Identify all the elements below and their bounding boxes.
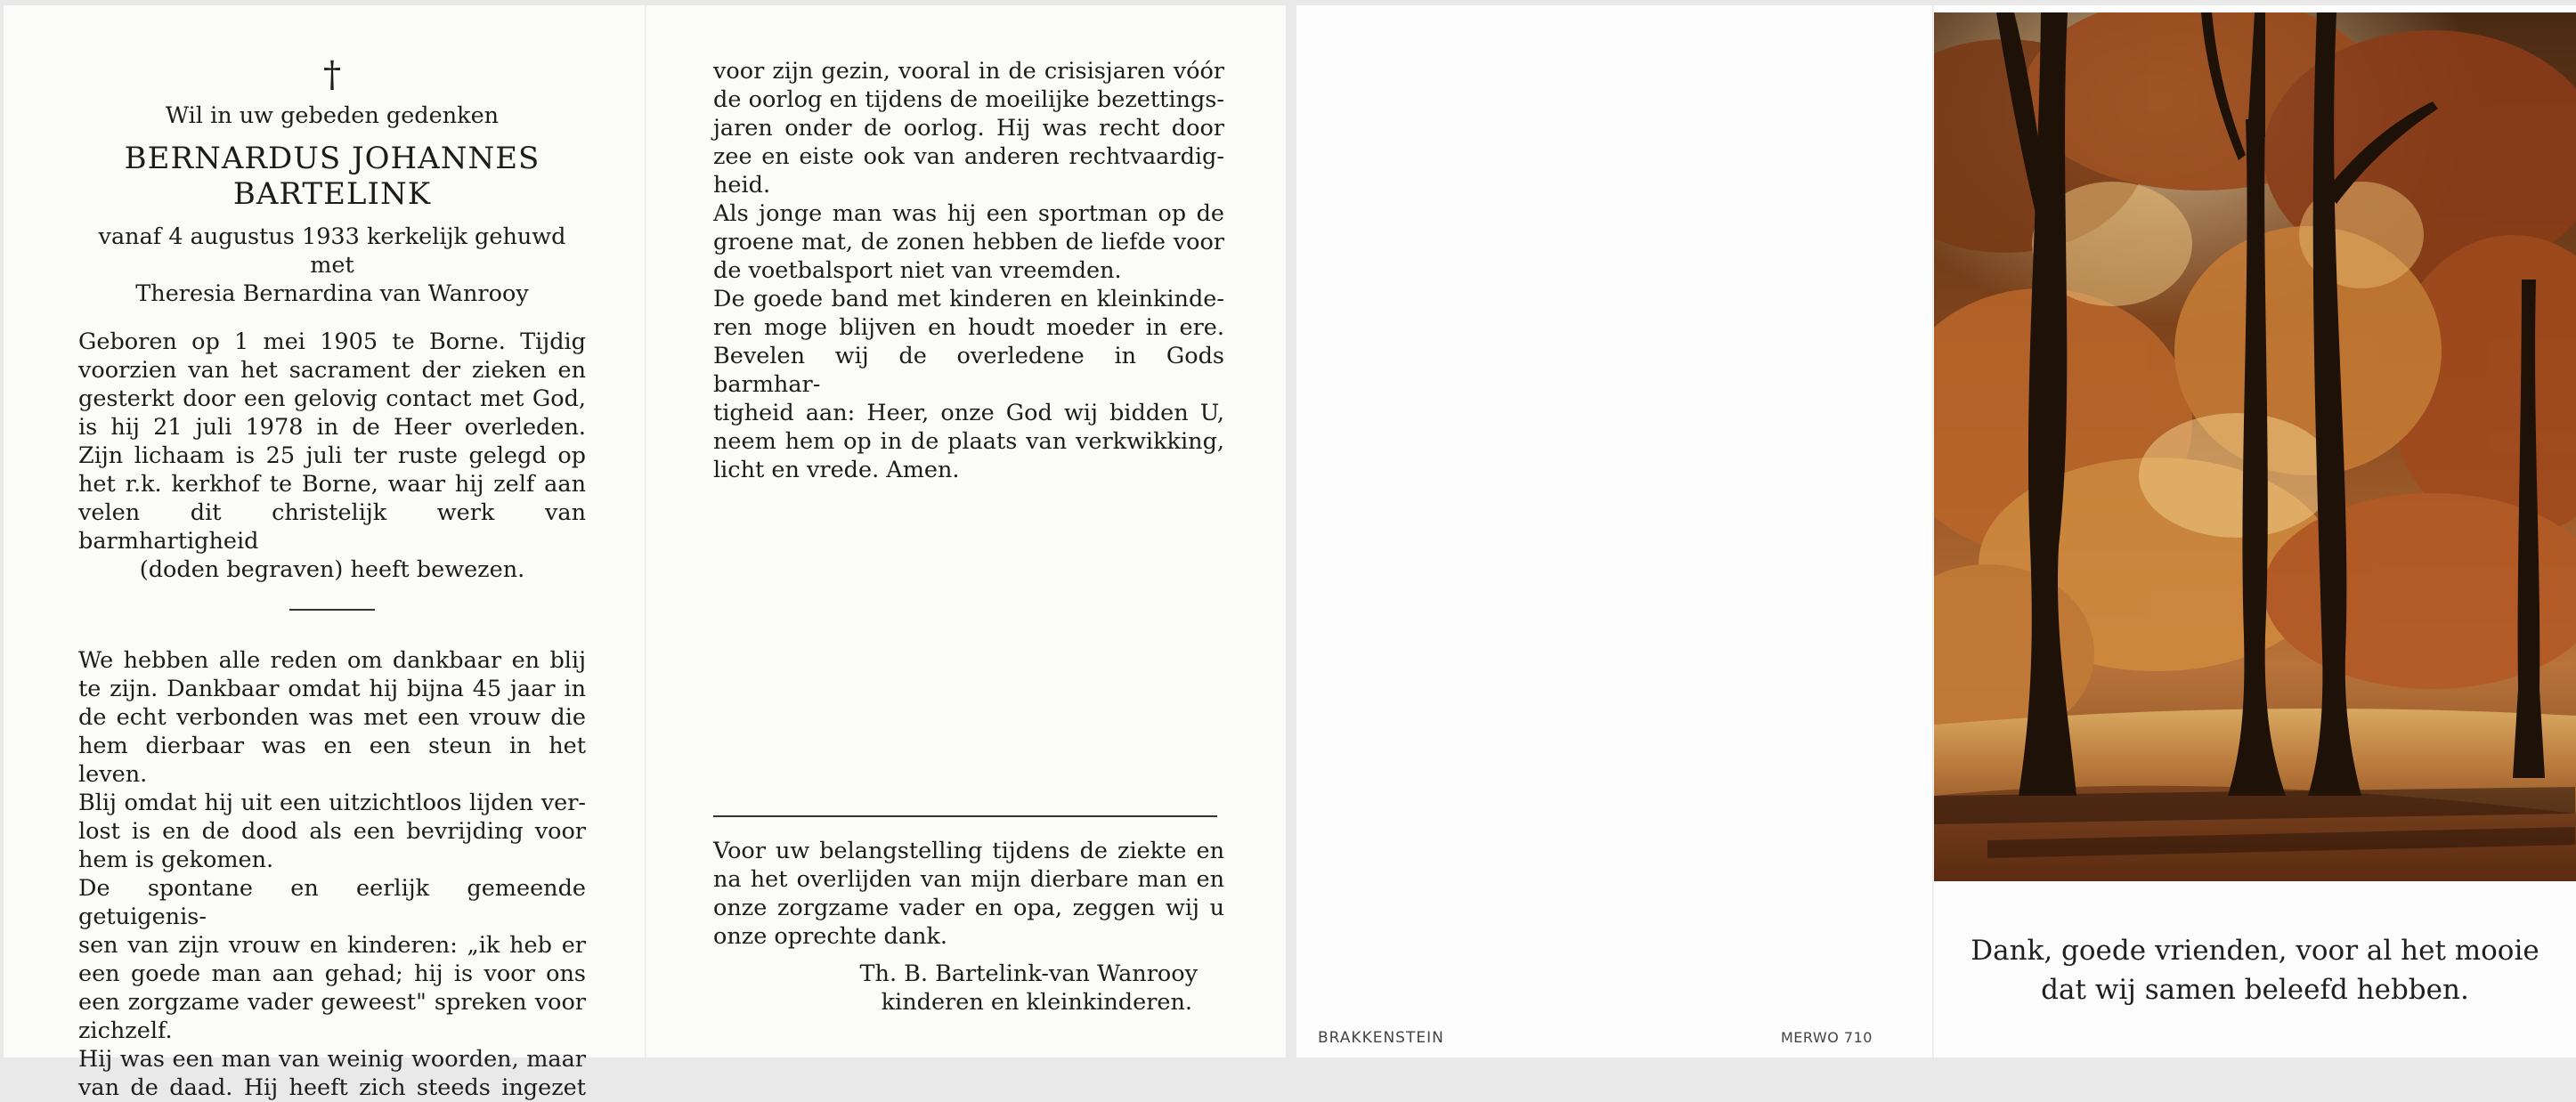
deceased-name-line2: BARTELINK xyxy=(232,176,432,212)
text-line: groene mat, de zonen hebben de liefde voor xyxy=(713,229,1224,255)
continuation-paragraph-1 xyxy=(713,57,1224,199)
text-line: licht en vrede. Amen. xyxy=(713,457,960,483)
text-line: Als jonge man was hij een sportman op de xyxy=(713,200,1224,227)
text-line: zee en eiste ook van anderen rechtvaardig- xyxy=(713,143,1224,170)
text-line: De goede band met kinderen en kleinkinde- xyxy=(713,286,1224,312)
text-line: Hij was een man van weinig woorden, maar xyxy=(78,1046,586,1073)
text-line: De spontane en eerlijk gemeende getuigenis- xyxy=(78,875,586,930)
bio-line: voorzien van het sacrament der zieken en xyxy=(78,357,586,384)
invocation: Wil in uw gebeden gedenken xyxy=(165,102,500,129)
caption-line2: dat wij samen beleefd hebben. xyxy=(2041,974,2469,1006)
prayer-paragraph xyxy=(713,342,1224,484)
text-line: voor zijn gezin, vooral in de crisisjaren vóór xyxy=(713,58,1224,85)
bio-line: het r.k. kerkhof te Borne, waar hij zelf aan xyxy=(78,471,586,498)
bio-line: is hij 21 juli 1978 in de Heer overleden. xyxy=(78,414,586,441)
marriage-line2: Theresia Bernardina van Wanrooy xyxy=(135,280,529,307)
text-line: We hebben alle reden om dankbaar en blij xyxy=(78,647,586,674)
reflection-paragraph-1 xyxy=(78,646,586,874)
bio-line: velen dit christelijk werk van barmhartigheid xyxy=(78,499,586,555)
publisher-imprint: BRAKKENSTEIN xyxy=(1318,1029,1444,1047)
bio-line: gesterkt door een gelovig contact met God, xyxy=(78,385,586,412)
text-line: de oorlog en tijdens de moeilijke bezettings- xyxy=(713,86,1224,113)
text-line: onze zorgzame vader en opa, zeggen wij u xyxy=(713,895,1224,921)
text-line: jaren onder de oorlog. Hij was recht door xyxy=(713,115,1224,142)
text-line: Bevelen wij de overledene in Gods barmhar- xyxy=(713,343,1224,398)
text-line: hem is gekomen. xyxy=(78,847,274,873)
text-line: de voetbalsport niet van vreemden. xyxy=(713,257,1122,284)
text-line: ren moge blijven en houdt moeder in ere. xyxy=(713,314,1224,341)
text-line: Voor uw belangstelling tijdens de ziekte en xyxy=(713,838,1224,864)
right-inside-page xyxy=(713,57,1224,1017)
caption-line1: Dank, goede vrienden, voor al het mooie xyxy=(1971,935,2539,967)
reflection-paragraph-3 xyxy=(78,1045,586,1102)
front-caption xyxy=(1934,931,2576,1009)
text-line: tigheid aan: Heer, onze God wij bidden U, xyxy=(713,400,1224,426)
left-inside-page xyxy=(78,53,586,1102)
text-line: Blij omdat hij uit een uitzichtloos lijden ver- xyxy=(78,790,586,816)
autumn-forest-photo xyxy=(1934,12,2576,881)
text-line: heid. xyxy=(713,172,771,199)
continuation-paragraph-3 xyxy=(713,285,1224,342)
text-line: lost is en de dood als een bevrijding voor xyxy=(78,818,586,845)
bio-line: Zijn lichaam is 25 juli ter ruste gelegd op xyxy=(78,442,586,469)
text-line: zichzelf. xyxy=(78,1017,173,1044)
memorial-card-inside xyxy=(4,5,1286,1101)
text-line: na het overlijden van mijn dierbare man en xyxy=(713,866,1224,893)
bio-line: Geboren op 1 mei 1905 te Borne. Tijdig xyxy=(78,328,586,355)
text-line: een zorgzame vader geweest" spreken voor xyxy=(78,989,586,1016)
series-code: MERWO 710 xyxy=(1781,1029,1873,1046)
biography xyxy=(78,328,586,584)
signature-line1: Th. B. Bartelink-van Wanrooy xyxy=(859,960,1198,987)
text-line: hem dierbaar was en een steun in het leven. xyxy=(78,733,586,788)
text-line: onze oprechte dank. xyxy=(713,923,948,950)
text-line: een goede man aan gehad; hij is voor ons xyxy=(78,960,586,987)
text-line: neem hem op in de plaats van verkwikking, xyxy=(713,428,1224,455)
signature-line2: kinderen en kleinkinderen. xyxy=(881,989,1192,1016)
marriage-line1: vanaf 4 augustus 1933 kerkelijk gehuwd met xyxy=(98,223,566,279)
reflection-paragraph-2 xyxy=(78,874,586,1045)
cross-symbol: † xyxy=(323,54,341,95)
text-line: van de daad. Hij heeft zich steeds ingezet xyxy=(78,1074,586,1101)
text-line: te zijn. Dankbaar omdat hij bijna 45 jaar in xyxy=(78,676,586,702)
text-line: sen van zijn vrouw en kinderen: „ik heb er xyxy=(78,932,586,959)
text-line: de echt verbonden was met een vrouw die xyxy=(78,704,586,731)
thanks-paragraph xyxy=(713,837,1224,951)
center-fold xyxy=(645,5,646,1057)
memorial-card-outside xyxy=(1296,5,2576,1057)
deceased-name-line1: BERNARDUS JOHANNES xyxy=(124,141,540,176)
continuation-paragraph-2 xyxy=(713,199,1224,285)
bio-line: (doden begraven) heeft bewezen. xyxy=(139,556,525,583)
